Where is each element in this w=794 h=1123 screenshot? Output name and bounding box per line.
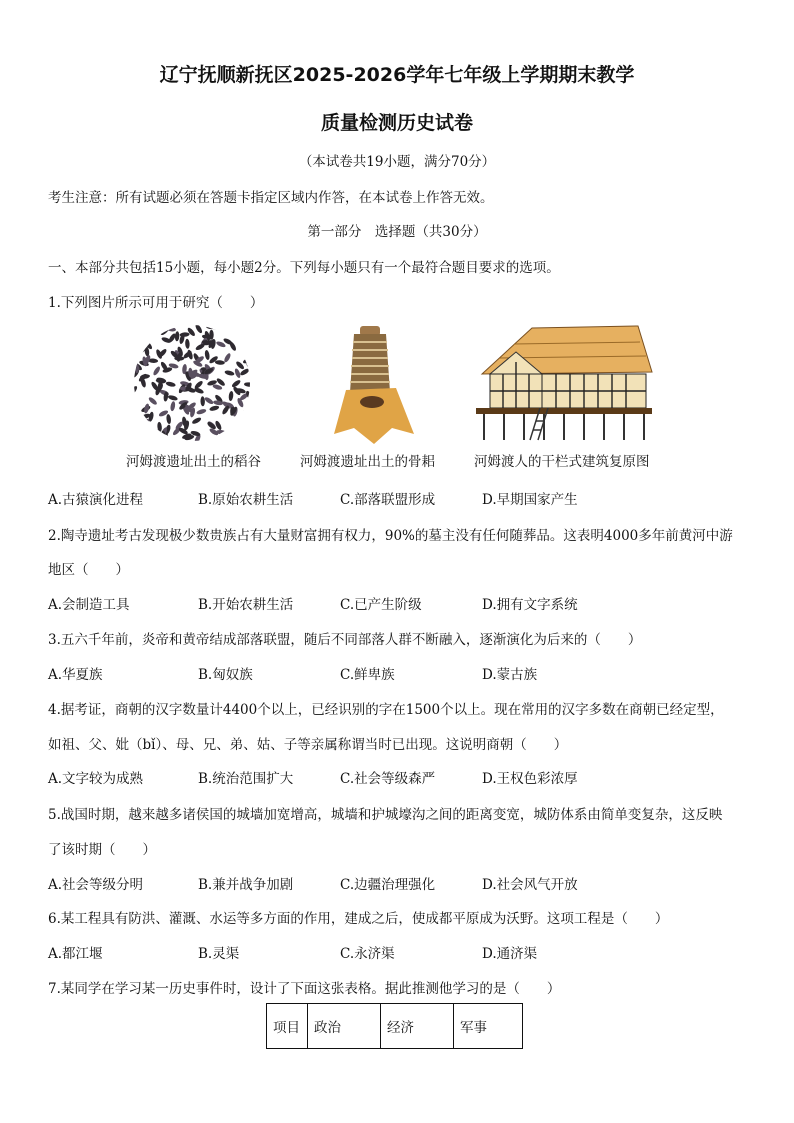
q2-option-a[interactable]: A.会制造工具	[48, 597, 130, 613]
q1-caption-spade: 河姆渡遗址出土的骨耜	[300, 454, 435, 470]
q4-stem-line1: 4.据考证，商朝的汉字数量计4400个以上，已经识别的字在1500个以上。现在常用的汉字多数在商朝已经定型，	[48, 702, 724, 718]
q4-option-c[interactable]: C.社会等级森严	[340, 771, 436, 787]
q2-stem-line1: 2.陶寺遗址考古发现极少数贵族占有大量财富拥有权力，90%的墓主没有任何随葬品。这表明4000多年前黄河中游	[48, 528, 733, 544]
q2-stem-line2: 地区（ ）	[48, 562, 129, 578]
q1-caption-house: 河姆渡人的干栏式建筑复原图	[474, 454, 650, 470]
q1-option-a[interactable]: A.古猿演化进程	[48, 492, 144, 508]
q1-stem: 1.下列图片所示可用于研究（ ）	[48, 295, 264, 311]
q3-option-c[interactable]: C.鲜卑族	[340, 667, 395, 683]
q5-stem-line1: 5.战国时期，越来越多诸侯国的城墙加宽增高，城墙和护城壕沟之间的距离变宽，城防体系由简单变复杂，这反映	[48, 807, 723, 823]
notice: 考生注意：所有试题必须在答题卡指定区域内作答，在本试卷上作答无效。	[48, 190, 494, 206]
stilt-house-image	[474, 322, 654, 442]
q7-table-header-politics: 政治	[308, 1004, 381, 1049]
q5-option-b[interactable]: B.兼并战争加剧	[198, 877, 294, 893]
q6-option-d[interactable]: D.通济渠	[482, 946, 538, 962]
q3-option-b[interactable]: B.匈奴族	[198, 667, 253, 683]
exam-title-line2: 质量检测历史试卷	[320, 112, 473, 134]
q7-table	[266, 1003, 523, 1049]
q3-option-d[interactable]: D.蒙古族	[482, 667, 538, 683]
q1-option-b[interactable]: B.原始农耕生活	[198, 492, 294, 508]
part-heading: 第一部分 选择题（共30分）	[307, 224, 487, 240]
q2-option-c[interactable]: C.已产生阶级	[340, 597, 422, 613]
section-intro: 一、本部分共包括15小题，每小题2分。下列每小题只有一个最符合题目要求的选项。	[48, 260, 560, 276]
q5-option-d[interactable]: D.社会风气开放	[482, 877, 578, 893]
q2-option-d[interactable]: D.拥有文字系统	[482, 597, 578, 613]
q3-option-a[interactable]: A.华夏族	[48, 667, 103, 683]
q7-stem: 7.某同学在学习某一历史事件时，设计了下面这张表格。据此推测他学习的是（ ）	[48, 981, 561, 997]
q6-option-a[interactable]: A.都江堰	[48, 946, 103, 962]
q2-option-b[interactable]: B.开始农耕生活	[198, 597, 294, 613]
bone-spade-image	[332, 322, 416, 446]
q4-option-b[interactable]: B.统治范围扩大	[198, 771, 294, 787]
q5-option-c[interactable]: C.边疆治理强化	[340, 877, 436, 893]
q4-stem-line2: 如祖、父、妣（bǐ）、母、兄、弟、姑、子等亲属称谓当时已出现。这说明商朝（ ）	[48, 737, 568, 753]
q7-table-header-military: 军事	[454, 1004, 523, 1049]
exam-subtitle: （本试卷共19小题，满分70分）	[298, 154, 496, 170]
q7-table-header-item: 项目	[267, 1004, 308, 1049]
q6-option-c[interactable]: C.永济渠	[340, 946, 395, 962]
q5-stem-line2: 了该时期（ ）	[48, 842, 156, 858]
q1-caption-rice: 河姆渡遗址出土的稻谷	[126, 454, 261, 470]
q4-option-a[interactable]: A.文字较为成熟	[48, 771, 144, 787]
q5-option-a[interactable]: A.社会等级分明	[48, 877, 144, 893]
q7-table-header-economy: 经济	[381, 1004, 454, 1049]
q1-option-d[interactable]: D.早期国家产生	[482, 492, 578, 508]
exam-title-line1: 辽宁抚顺新抚区2025-2026学年七年级上学期期末教学	[159, 64, 635, 86]
q6-stem: 6.某工程具有防洪、灌溉、水运等多方面的作用，建成之后，使成都平原成为沃野。这项工程是（ ）	[48, 911, 669, 927]
table-row	[267, 1004, 523, 1049]
rice-grains-image	[126, 322, 258, 444]
q6-option-b[interactable]: B.灵渠	[198, 946, 240, 962]
q1-option-c[interactable]: C.部落联盟形成	[340, 492, 436, 508]
q4-option-d[interactable]: D.王权色彩浓厚	[482, 771, 578, 787]
q3-stem: 3.五六千年前，炎帝和黄帝结成部落联盟，随后不同部落人群不断融入，逐渐演化为后来的（ ）	[48, 632, 642, 648]
